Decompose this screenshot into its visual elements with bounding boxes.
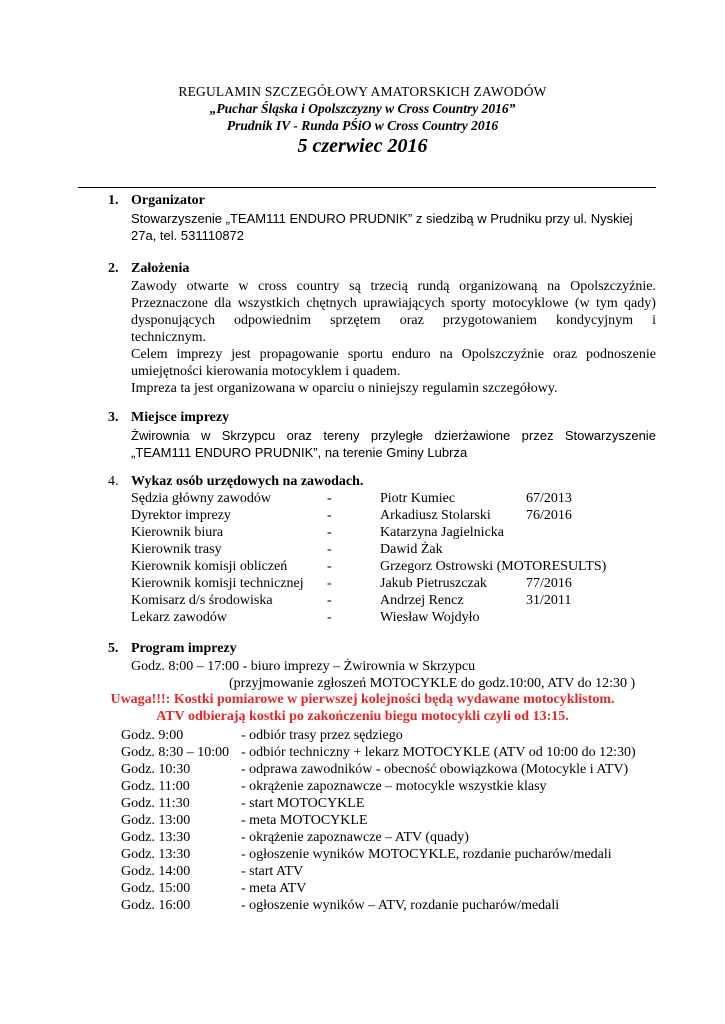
word: oraz — [552, 347, 578, 362]
official-dash: - — [327, 542, 332, 557]
document-title: REGULAMIN SZCZEGÓŁOWY AMATORSKICH ZAWODÓW — [178, 84, 547, 99]
word: Zawody — [131, 279, 177, 294]
word: motocyklowe — [492, 296, 569, 311]
word: na — [547, 279, 561, 294]
word: wszystkich — [237, 296, 300, 311]
word: Celem — [131, 347, 168, 362]
official-name: Katarzyna Jagielnicka — [380, 525, 504, 540]
schedule-description: - okrążenie zapoznawcze – motocykle wszystkie klasy — [241, 779, 547, 794]
schedule-time: Godz. 11:30 — [121, 796, 190, 811]
schedule-description: - okrążenie zapoznawcze – ATV (quady) — [241, 830, 469, 845]
schedule-time: Godz. 13:00 — [121, 813, 191, 828]
official-role: Dyrektor imprezy — [131, 508, 231, 523]
word: country — [296, 279, 340, 294]
word: (w — [574, 296, 590, 311]
schedule-description: - odbiór techniczny + lekarz MOTOCYKLE (ATV od 10:00 do 12:30) — [241, 745, 636, 760]
warning-line: ATV odbierają kostki po zakończeniu biegu motocykli czyli od 13:15. — [156, 709, 569, 724]
section-number: 3. — [108, 410, 119, 425]
schedule-time: Godz. 13:30 — [121, 847, 191, 862]
schedule-row — [121, 745, 681, 762]
schedule-time: Godz. 15:00 — [121, 881, 191, 896]
venue-line — [131, 427, 656, 444]
word: dysponujących — [131, 313, 215, 328]
official-name: Jakub Pietruszczak — [380, 576, 487, 591]
official-name: Dawid Żak — [380, 542, 443, 557]
venue-line: „TEAM111 ENDURO PRUDNIK”, na terenie Gminy Lubrza — [131, 445, 468, 460]
word: w — [238, 279, 249, 294]
official-name: Arkadiusz Stolarski — [380, 508, 491, 523]
word: uprawiających — [363, 296, 445, 311]
official-name: Wiesław Wojdyło — [380, 610, 480, 625]
schedule-time: Godz. 10:30 — [121, 762, 191, 777]
word: enduro — [391, 347, 431, 362]
word: przygotowaniem — [442, 313, 537, 328]
official-license: 67/2013 — [526, 491, 572, 506]
word: trzecią — [370, 279, 408, 294]
assumptions-line: umiejętności kierowania motocyklem i quadem. — [131, 364, 401, 379]
word: tereny — [323, 428, 360, 443]
schedule-time: Godz. 8:30 – 10:00 — [121, 745, 230, 760]
schedule-description: - start ATV — [241, 864, 304, 879]
word: kondycyjnym — [556, 313, 634, 328]
schedule-row — [121, 898, 681, 915]
section-number: 1. — [108, 193, 119, 208]
schedule-row — [121, 881, 681, 898]
official-dash: - — [327, 610, 332, 625]
word: oraz — [399, 313, 424, 328]
official-dash: - — [327, 576, 332, 591]
section-number: 4. — [108, 474, 119, 489]
warning-line: Uwaga!!!: Kostki pomiarowe w pierwszej kolejności będą wydawane motocyklistom. — [110, 692, 615, 707]
schedule-row — [121, 779, 681, 796]
event-date: 5 czerwiec 2016 — [297, 135, 428, 157]
official-row — [131, 576, 631, 593]
schedule-row — [121, 796, 681, 813]
assumptions-line — [131, 295, 656, 312]
section-title: Wykaz osób urzędowych na zawodach. — [131, 474, 364, 489]
assumptions-line: technicznym. — [131, 330, 207, 345]
official-row — [131, 508, 631, 525]
word: Żwirownia — [131, 428, 190, 443]
schedule-row — [121, 830, 681, 847]
registration-note: (przyjmowanie zgłoszeń MOTOCYKLE do godz.10:00, ATV do 12:30 ) — [229, 676, 636, 691]
word: na — [439, 347, 453, 362]
header-divider — [78, 187, 656, 188]
schedule-row — [121, 864, 681, 881]
schedule-row — [121, 847, 681, 864]
official-license: 76/2016 — [526, 508, 572, 523]
official-row — [131, 610, 631, 627]
official-role: Kierownik trasy — [131, 542, 222, 557]
official-row — [131, 559, 631, 576]
official-dash: - — [327, 491, 332, 506]
official-row — [131, 491, 631, 508]
word: i — [652, 313, 656, 328]
word: dzierżawione — [434, 428, 511, 443]
word: przyległe — [370, 428, 423, 443]
schedule-time: Godz. 13:30 — [121, 830, 191, 845]
organizer-line: Stowarzyszenie „TEAM111 ENDURO PRUDNIK” z siedzibą w Prudniku przy ul. Nyskiej — [131, 211, 633, 226]
official-role: Komisarz d/s środowiska — [131, 593, 273, 608]
official-dash: - — [327, 508, 332, 523]
word: dla — [214, 296, 232, 311]
office-hours: Godz. 8:00 – 17:00 - biuro imprezy – Żwirownia w Skrzypcu — [131, 659, 476, 674]
official-role: Kierownik biura — [131, 525, 224, 540]
word: Stowarzyszenie — [564, 428, 656, 443]
official-dash: - — [327, 593, 332, 608]
section-number: 5. — [108, 641, 119, 656]
schedule-description: - odprawa zawodników - obecność obowiązkowa (Motocykle i ATV) — [241, 762, 629, 777]
cup-name: „Puchar Śląska i Opolszczyzny w Cross Country 2016” — [209, 101, 516, 116]
word: jest — [231, 347, 251, 362]
section-title: Program imprezy — [131, 641, 237, 656]
word: w — [200, 428, 211, 443]
official-name: Andrzej Rencz — [380, 593, 464, 608]
official-role: Lekarz zawodów — [131, 610, 228, 625]
schedule-description: - ogłoszenie wyników – ATV, rozdanie pucharów/medali — [241, 898, 560, 913]
schedule-row — [121, 762, 681, 779]
word: sportu — [347, 347, 383, 362]
schedule-time: Godz. 16:00 — [121, 898, 191, 913]
official-row — [131, 593, 631, 610]
word: otwarte — [186, 279, 229, 294]
schedule-time: Godz. 11:00 — [121, 779, 190, 794]
section-title: Organizator — [131, 193, 205, 208]
schedule-description: - meta MOTOCYKLE — [241, 813, 368, 828]
schedule-description: - odbiór trasy przez sędziego — [241, 728, 403, 743]
schedule-description: - meta ATV — [241, 881, 307, 896]
assumptions-line — [131, 278, 656, 295]
schedule-time: Godz. 14:00 — [121, 864, 191, 879]
assumptions-line: Impreza ta jest organizowana w oparciu o niniejszy regulamin szczegółowy. — [131, 381, 558, 396]
word: rundą — [417, 279, 450, 294]
word: Przeznaczone — [131, 296, 208, 311]
section-title: Założenia — [131, 261, 190, 276]
word: przez — [521, 428, 554, 443]
word: podnoszenie — [585, 347, 656, 362]
official-dash: - — [327, 559, 332, 574]
word: sporty — [451, 296, 486, 311]
word: odpowiednim — [234, 313, 312, 328]
round-name: Prudnik IV - Runda PŚiO w Cross Country 2016 — [226, 118, 499, 133]
schedule-row — [121, 813, 681, 830]
official-license: 31/2011 — [526, 593, 572, 608]
section-title: Miejsce imprezy — [131, 410, 230, 425]
section-number: 2. — [108, 261, 119, 276]
organizer-line: 27a, tel. 531110872 — [131, 228, 245, 243]
official-role: Kierownik komisji obliczeń — [131, 559, 288, 574]
assumptions-line — [131, 346, 656, 363]
word: oraz — [286, 428, 312, 443]
schedule-description: - ogłoszenie wyników MOTOCYKLE, rozdanie pucharów/medali — [241, 847, 612, 862]
official-name: Grzegorz Ostrowski (MOTORESULTS) — [380, 559, 607, 574]
official-dash: - — [327, 525, 332, 540]
schedule-time: Godz. 9:00 — [121, 728, 184, 743]
word: Skrzypcu — [221, 428, 276, 443]
schedule-description: - start MOTOCYKLE — [241, 796, 365, 811]
assumptions-line — [131, 312, 656, 329]
word: organizowaną — [459, 279, 538, 294]
official-license: 77/2016 — [526, 576, 572, 591]
word: qady) — [624, 296, 656, 311]
official-role: Kierownik komisji technicznej — [131, 576, 304, 591]
word: Opolszczyźnie. — [570, 279, 656, 294]
word: są — [349, 279, 361, 294]
official-row — [131, 525, 631, 542]
official-role: Sędzia główny zawodów — [131, 491, 271, 506]
word: chętnych — [306, 296, 357, 311]
schedule-row — [121, 728, 681, 745]
word: cross — [258, 279, 287, 294]
word: Opolszczyźnie — [461, 347, 545, 362]
word: sprzętem — [330, 313, 381, 328]
official-row — [131, 542, 631, 559]
word: propagowanie — [259, 347, 339, 362]
word: tym — [595, 296, 618, 311]
official-name: Piotr Kumiec — [380, 491, 456, 506]
word: imprezy — [176, 347, 223, 362]
